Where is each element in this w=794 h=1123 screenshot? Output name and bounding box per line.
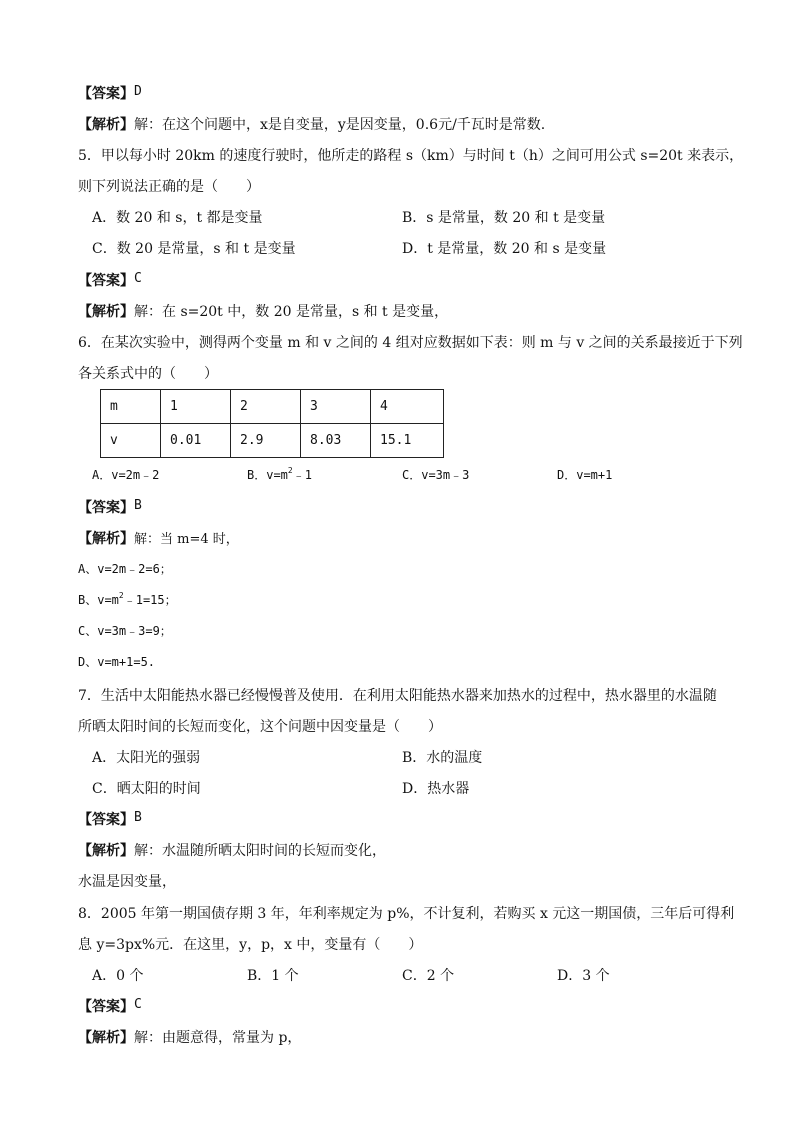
- option-a: A．0 个: [92, 968, 144, 984]
- table-cell: 4: [371, 390, 444, 424]
- table-cell: 1: [161, 390, 231, 424]
- option-a: [92, 466, 159, 483]
- answer-value: C: [134, 997, 142, 1012]
- step-text: C、v=3m﹣3=9；: [78, 624, 172, 638]
- analysis-text: 解：水温随所晒太阳时间的长短而变化，: [134, 843, 386, 859]
- analysis-tag: 【解析】: [78, 1030, 134, 1046]
- question-text: 5．甲以每小时 20km 的速度行驶时，他所走的路程 s（km）与时间 t（h）之间可用公式 s=20t 来表示，: [78, 148, 744, 164]
- question-text: 6．在某次实验中，测得两个变量 m 和 v 之间的 4 组对应数据如下表：则 m 与 v 之间的关系最接近于下列: [78, 335, 743, 351]
- analysis-text: 水温是因变量，: [78, 874, 176, 890]
- step-part: B、v=m: [78, 593, 119, 607]
- analysis-text: 解：在这个问题中，x是自变量，y是因变量，0.6元/千瓦时是常数.: [134, 117, 546, 133]
- analysis-tag: 【解析】: [78, 843, 134, 859]
- option-b: B．1 个: [247, 968, 299, 984]
- option-c: C．数 20 是常量，s 和 t 是变量: [92, 241, 296, 257]
- analysis-text: 解：当 m=4 时，: [134, 532, 239, 547]
- option-b: [247, 466, 312, 483]
- option-text: B．v=m: [247, 468, 288, 482]
- option-b: B．水的温度: [402, 750, 483, 766]
- answer-value: C: [134, 271, 142, 286]
- superscript: 2: [287, 466, 293, 475]
- question-text: 息 y=3px%元．在这里，y，p，x 中，变量有（ ）: [78, 937, 423, 953]
- table-cell: 2: [231, 390, 301, 424]
- option-c: [402, 466, 469, 483]
- superscript: 2: [118, 591, 124, 600]
- analysis-tag: 【解析】: [78, 531, 134, 547]
- answer-tag: 【答案】: [78, 812, 134, 828]
- data-table: [100, 389, 444, 458]
- option-text: D．v=m+1: [557, 468, 613, 482]
- answer-tag: 【答案】: [78, 86, 134, 102]
- step-part: ﹣1=15；: [123, 593, 177, 607]
- answer-value: B: [134, 810, 142, 825]
- table-cell: 3: [301, 390, 371, 424]
- option-b: B．s 是常量，数 20 和 t 是变量: [402, 210, 606, 226]
- option-text: C．v=3m﹣3: [402, 468, 470, 482]
- table-row: [101, 390, 444, 424]
- option-text: ﹣1: [292, 468, 312, 482]
- table-cell: 2.9: [231, 424, 301, 458]
- option-d: D．3 个: [557, 968, 610, 984]
- step-text: D、v=m+1=5.: [78, 655, 156, 669]
- option-c: C．2 个: [402, 968, 455, 984]
- table-cell: 8.03: [301, 424, 371, 458]
- answer-tag: 【答案】: [78, 999, 134, 1015]
- table-cell: m: [101, 390, 161, 424]
- analysis-tag: 【解析】: [78, 304, 134, 320]
- question-text: 8．2005 年第一期国债存期 3 年，年利率规定为 p%，不计复利，若购买 x 元这一期国债，三年后可得利: [78, 906, 735, 922]
- question-text: 7．生活中太阳能热水器已经慢慢普及使用．在利用太阳能热水器来加热水的过程中，热水器里的水温随: [78, 688, 717, 704]
- answer-value: D: [134, 84, 142, 99]
- analysis-tag: 【解析】: [78, 117, 134, 133]
- answer-tag: 【答案】: [78, 273, 134, 289]
- option-a: A．数 20 和 s，t 都是变量: [92, 210, 263, 226]
- question-text: 所晒太阳时间的长短而变化，这个问题中因变量是（ ）: [78, 719, 442, 735]
- option-c: C．晒太阳的时间: [92, 781, 201, 797]
- table-cell: v: [101, 424, 161, 458]
- option-d: D．热水器: [402, 781, 470, 797]
- option-text: A．v=2m﹣2: [92, 468, 160, 482]
- option-d: D．t 是常量，数 20 和 s 是变量: [402, 241, 607, 257]
- analysis-text: 解：由题意得，常量为 p，: [134, 1030, 302, 1046]
- question-text: 各关系式中的（ ）: [78, 366, 218, 382]
- question-text: 则下列说法正确的是（ ）: [78, 179, 260, 195]
- answer-tag: 【答案】: [78, 500, 134, 516]
- table-cell: 15.1: [371, 424, 444, 458]
- analysis-text: 解：在 s=20t 中，数 20 是常量，s 和 t 是变量，: [134, 304, 449, 320]
- answer-value: B: [134, 498, 142, 513]
- option-d: [557, 466, 612, 483]
- step-text: [78, 591, 177, 608]
- step-text: A、v=2m﹣2=6；: [78, 562, 172, 576]
- option-a: A．太阳光的强弱: [92, 750, 201, 766]
- table-row: [101, 424, 444, 458]
- table-cell: 0.01: [161, 424, 231, 458]
